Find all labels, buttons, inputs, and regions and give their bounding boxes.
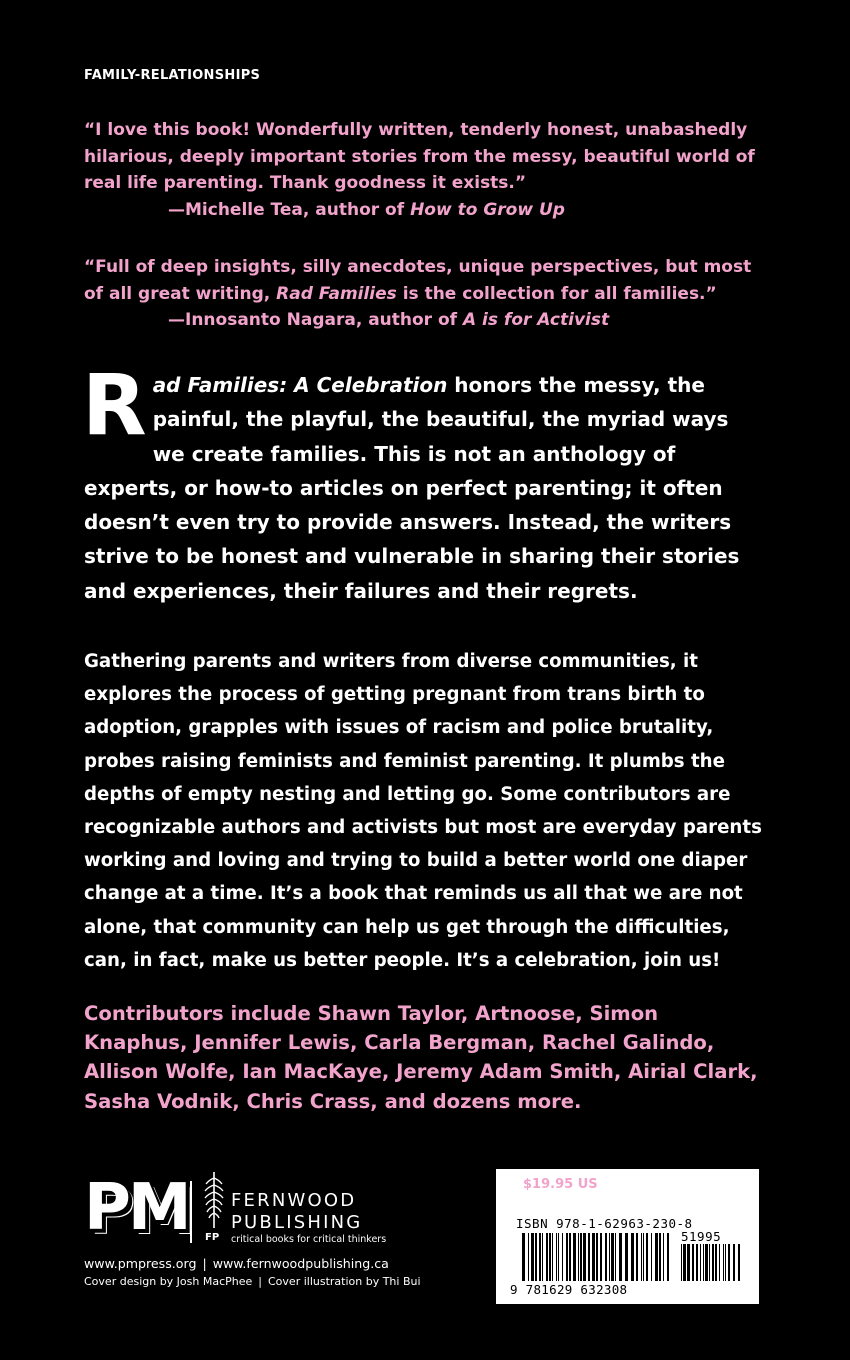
barcode-bar	[703, 1244, 704, 1281]
barcode-bar	[552, 1233, 553, 1281]
barcode-bar	[600, 1233, 602, 1281]
barcode-bar	[562, 1233, 563, 1281]
barcode-bar	[573, 1233, 576, 1281]
description-paragraph: Gathering parents and writers from diverse communities, it explores the process of getting pregnant from trans birth to adoption, grapples with issues of racism and police brutality, probes raising feminists and feminist parenting. It plumbs the depths of empty nesting and letting go. Some contributors are recognizable authors and activists but most are everyday parents working and loving and trying to build a better world one diaper change at a time. It’s a book that reminds us all that we are not alone, that community can help us get through the difficulties, can, in fact, make us better people. It’s a celebration, join us!	[84, 651, 762, 971]
barcode-bar	[558, 1233, 559, 1281]
blurb-text: “I love this book! Wonderfully written, tenderly honest, unabashedly hilarious, deeply important stories from the messy, beautiful world of real life parenting. Thank goodness it exists.”	[84, 120, 755, 193]
logo-divider	[190, 1181, 192, 1243]
fernwood-tagline: critical books for critical thinkers	[231, 1234, 387, 1245]
addon-barcode	[681, 1244, 743, 1281]
barcode-bar	[715, 1244, 717, 1281]
barcode-bar	[535, 1233, 537, 1281]
barcode-bar	[566, 1233, 568, 1281]
barcode-bar	[719, 1244, 720, 1281]
isbn-label: ISBN 978-1-62963-230-8	[516, 1216, 693, 1231]
barcode-bar	[700, 1244, 701, 1281]
blurb-quote-1	[84, 117, 764, 223]
barcode-bar	[692, 1244, 694, 1281]
cover-illustration-credit: Cover illustration by Thi Bui	[268, 1275, 421, 1288]
barcode-bar	[615, 1233, 616, 1281]
barcode-bar	[709, 1244, 710, 1281]
blurb-book-title: Rad Families	[276, 283, 397, 304]
barcode-bar	[549, 1233, 551, 1281]
barcode-bar	[683, 1244, 686, 1281]
attribution-author: —Michelle Tea, author of	[168, 199, 411, 220]
blurb-quote-2	[84, 254, 764, 334]
barcode-bar	[588, 1233, 590, 1281]
ean-barcode	[522, 1233, 672, 1281]
barcode-bar	[723, 1244, 724, 1281]
contributors-paragraph: Contributors include Shawn Taylor, Artnoose, Simon Knaphus, Jennifer Lewis, Carla Bergman, Rachel Galindo, Allison Wolfe, Ian MacKaye, Jeremy Adam Smith, Airial Clark, Sasha Vodnik, Chris Crass, and dozens more.	[84, 1002, 758, 1113]
barcode-bar	[522, 1233, 525, 1281]
drop-cap: R	[82, 356, 147, 454]
pm-press-url: www.pmpress.org	[84, 1256, 197, 1271]
barcode-bar	[651, 1233, 652, 1281]
barcode-bar	[542, 1233, 543, 1281]
url-separator: |	[202, 1256, 207, 1271]
barcode-bar	[667, 1233, 669, 1281]
barcode-bar	[733, 1244, 735, 1281]
intro-paragraph	[82, 356, 764, 608]
barcode-bar	[625, 1233, 628, 1281]
barcode-bar	[580, 1233, 582, 1281]
cover-design-credit: Cover design by Josh MacPhee	[84, 1275, 253, 1288]
addon-number: 51995	[681, 1229, 722, 1244]
barcode-bar	[725, 1244, 726, 1281]
barcode-bar	[687, 1244, 690, 1281]
barcode-bar	[609, 1233, 610, 1281]
barcode-bar	[705, 1244, 708, 1281]
barcode-bar	[643, 1233, 644, 1281]
blurb-text-end: is the collection for all families.”	[396, 283, 717, 304]
barcode-bar	[528, 1233, 529, 1281]
barcode-bar	[578, 1233, 579, 1281]
fern-leaf-icon	[203, 1170, 225, 1230]
fernwood-name-line1: FERNWOOD	[231, 1190, 357, 1211]
barcode-bar	[583, 1233, 586, 1281]
fernwood-name-line2: PUBLISHING	[231, 1212, 363, 1233]
attribution-author: —Innosanto Nagara, author of	[168, 310, 463, 330]
barcode-bar	[605, 1233, 607, 1281]
barcode-bar	[659, 1233, 661, 1281]
barcode-bar	[641, 1233, 642, 1281]
barcode-bar	[631, 1233, 634, 1281]
barcode-bar	[738, 1244, 740, 1281]
credit-separator: |	[258, 1275, 262, 1288]
barcode-bar	[712, 1244, 714, 1281]
blurb-attribution	[84, 197, 764, 224]
barcode-bar	[655, 1233, 658, 1281]
price-label: $19.95 US	[523, 1177, 598, 1192]
fernwood-url: www.fernwoodpublishing.ca	[212, 1256, 389, 1271]
blurb-attribution	[84, 307, 764, 334]
book-title: ad Families: A Celebration	[152, 373, 448, 397]
barcode-bar	[696, 1244, 698, 1281]
barcode-bar	[539, 1233, 541, 1281]
barcode-bar	[531, 1233, 534, 1281]
blurb-text	[84, 254, 764, 307]
barcode-bar	[636, 1233, 638, 1281]
intro-text: honors the messy, the painful, the playful, the beautiful, the myriad ways we create families. This is not an anthology of experts, or how-to articles on perfect parenting; it often doesn’t even try to provide answers. Instead, the writers strive to be honest and vulnerable in sharing their stories and experiences, their failures and their regrets.	[84, 373, 740, 603]
barcode-bar	[619, 1233, 622, 1281]
publisher-urls	[84, 1256, 389, 1271]
cover-credits	[84, 1275, 421, 1288]
barcode-bar	[556, 1233, 557, 1281]
barcode-bar	[611, 1233, 614, 1281]
barcode-bar	[546, 1233, 548, 1281]
category-label: FAMILY-RELATIONSHIPS	[84, 68, 261, 83]
barcode-bar	[646, 1233, 648, 1281]
barcode-bar	[728, 1244, 730, 1281]
fernwood-publishing-logo	[231, 1190, 362, 1234]
barcode-bar	[569, 1233, 571, 1281]
barcode-box	[496, 1169, 759, 1304]
barcode-bar	[592, 1233, 595, 1281]
ean-number: 9 781629 632308	[510, 1282, 628, 1297]
attribution-book-title: A is for Activist	[462, 310, 610, 330]
fp-mark: FP	[205, 1232, 220, 1243]
pm-press-logo: PM	[84, 1171, 189, 1245]
attribution-book-title: How to Grow Up	[410, 199, 565, 220]
barcode-bar	[596, 1233, 598, 1281]
barcode-bar	[663, 1233, 664, 1281]
blurb-text-start: “Full of deep insights, silly anecdotes, unique perspectives, but most of all great writing,	[84, 257, 752, 304]
barcode-bar	[681, 1244, 682, 1281]
